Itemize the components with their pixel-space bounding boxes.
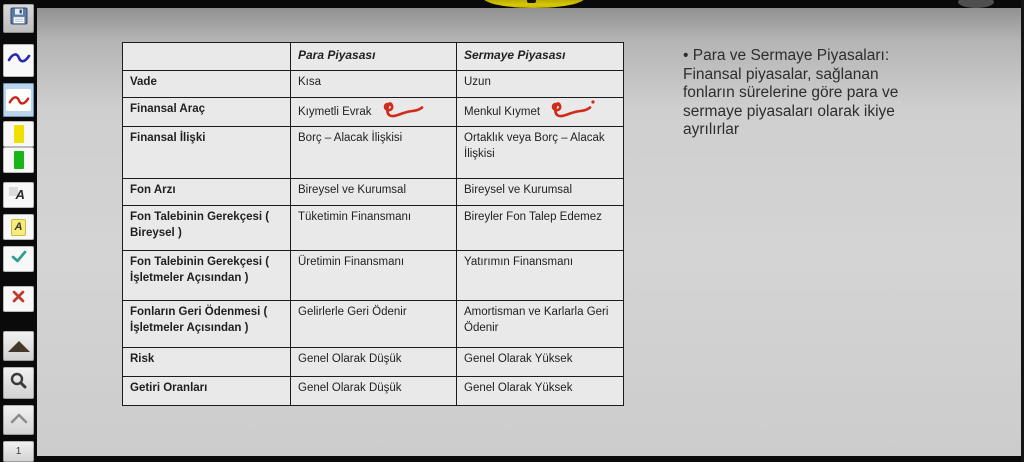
side-note bbox=[683, 47, 1013, 140]
header-sermaye-piyasasi: Sermaye Piyasası bbox=[457, 43, 624, 71]
table-row bbox=[123, 251, 624, 301]
value-cell: Uzun bbox=[457, 71, 624, 98]
value-cell: Genel Olarak Yüksek bbox=[457, 348, 624, 377]
magnifier-icon bbox=[9, 371, 28, 395]
text-highlight-button[interactable] bbox=[3, 214, 34, 240]
value-cell: Bireyler Fon Talep Edemez bbox=[457, 206, 624, 251]
value-cell: Bireysel ve Kurumsal bbox=[291, 179, 457, 206]
cursor-text-icon: A bbox=[9, 186, 29, 204]
row-label-cell: Getiri Oranları bbox=[123, 377, 291, 406]
value-cell: Üretimin Finansmanı bbox=[291, 251, 457, 301]
collapse-button[interactable] bbox=[3, 405, 34, 435]
comparison-table bbox=[122, 42, 624, 406]
header-empty-cell bbox=[123, 43, 291, 71]
page-number-label: 1 bbox=[15, 446, 22, 457]
confirm-button[interactable] bbox=[3, 246, 34, 272]
table-row bbox=[123, 179, 624, 206]
row-label-cell: Vade bbox=[123, 71, 291, 98]
row-label-cell: Finansal İlişki bbox=[123, 127, 291, 179]
side-note-line: sermaye piyasaları olarak ikiye bbox=[683, 102, 895, 120]
value-cell: Kısa bbox=[291, 71, 457, 98]
table-row bbox=[123, 71, 624, 98]
text-select-button[interactable] bbox=[3, 182, 34, 208]
zoom-button[interactable] bbox=[3, 367, 34, 399]
pen-blue-button[interactable] bbox=[3, 44, 34, 77]
row-label-cell: Fon Talebinin Gerekçesi ( Bireysel ) bbox=[123, 206, 291, 251]
value-cell: Tüketimin Finansmanı bbox=[291, 206, 457, 251]
value-cell: Bireysel ve Kurumsal bbox=[457, 179, 624, 206]
cancel-button[interactable] bbox=[3, 286, 34, 312]
value-cell: Genel Olarak Düşük bbox=[291, 377, 457, 406]
row-label-cell: Fon Arzı bbox=[123, 179, 291, 206]
highlight-text-icon: A bbox=[11, 219, 26, 236]
row-label-cell: Fon Talebinin Gerekçesi ( İşletmeler Açısından ) bbox=[123, 251, 291, 301]
red-scribble-annotation bbox=[548, 98, 596, 122]
row-label-cell: Finansal Araç bbox=[123, 98, 291, 127]
yellow-swatch-icon bbox=[14, 125, 24, 143]
table-row bbox=[123, 206, 624, 251]
value-cell: Gelirlerle Geri Ödenir bbox=[291, 301, 457, 348]
bottom-edge-bar bbox=[0, 456, 1024, 462]
side-note-line: fonların sürelerine göre para ve bbox=[683, 84, 899, 101]
floppy-disk-icon bbox=[9, 6, 29, 31]
triangle-up-icon bbox=[8, 341, 30, 352]
check-icon bbox=[10, 249, 28, 269]
row-label-cell: Fonların Geri Ödenmesi ( İşletmeler Açısından ) bbox=[123, 301, 291, 348]
value-cell: Genel Olarak Yüksek bbox=[457, 377, 624, 406]
value-cell: Menkul Kıymet bbox=[457, 98, 624, 127]
chevron-up-icon bbox=[9, 411, 29, 429]
x-icon bbox=[11, 289, 26, 309]
save-button[interactable] bbox=[3, 4, 34, 33]
red-scribble-annotation bbox=[380, 98, 424, 122]
header-para-piyasasi: Para Piyasası bbox=[291, 43, 457, 71]
pointer-up-button[interactable] bbox=[3, 331, 34, 361]
value-cell: Amortisman ve Karlarla Geri Ödenir bbox=[457, 301, 624, 348]
table-row bbox=[123, 98, 624, 127]
value-cell: Ortaklık veya Borç – Alacak İlişkisi bbox=[457, 127, 624, 179]
side-note-line: • Para ve Sermaye Piyasaları: bbox=[683, 47, 890, 64]
pen-red-button[interactable] bbox=[3, 83, 34, 117]
side-note-line: ayrılırlar bbox=[683, 121, 739, 138]
row-label-cell: Risk bbox=[123, 348, 291, 377]
value-cell: Genel Olarak Düşük bbox=[291, 348, 457, 377]
green-swatch-icon bbox=[14, 151, 24, 169]
table-row bbox=[123, 127, 624, 179]
highlighter-yellow-button[interactable] bbox=[3, 121, 34, 147]
red-wave-icon bbox=[6, 89, 31, 111]
annotation-toolbar bbox=[0, 0, 37, 462]
value-cell: Borç – Alacak İlişkisi bbox=[291, 127, 457, 179]
side-note-line: Finansal piyasalar, sağlanan bbox=[683, 65, 879, 83]
table-row bbox=[123, 377, 624, 406]
comparison-table-body bbox=[123, 71, 624, 406]
highlighter-green-button[interactable] bbox=[3, 147, 34, 173]
table-row bbox=[123, 348, 624, 377]
value-cell: Kıymetli Evrak bbox=[291, 98, 457, 127]
blue-wave-icon bbox=[7, 51, 31, 70]
page-indicator[interactable] bbox=[3, 441, 34, 462]
table-row bbox=[123, 301, 624, 348]
value-cell: Yatırımın Finansmanı bbox=[457, 251, 624, 301]
table-header-row bbox=[123, 43, 624, 71]
